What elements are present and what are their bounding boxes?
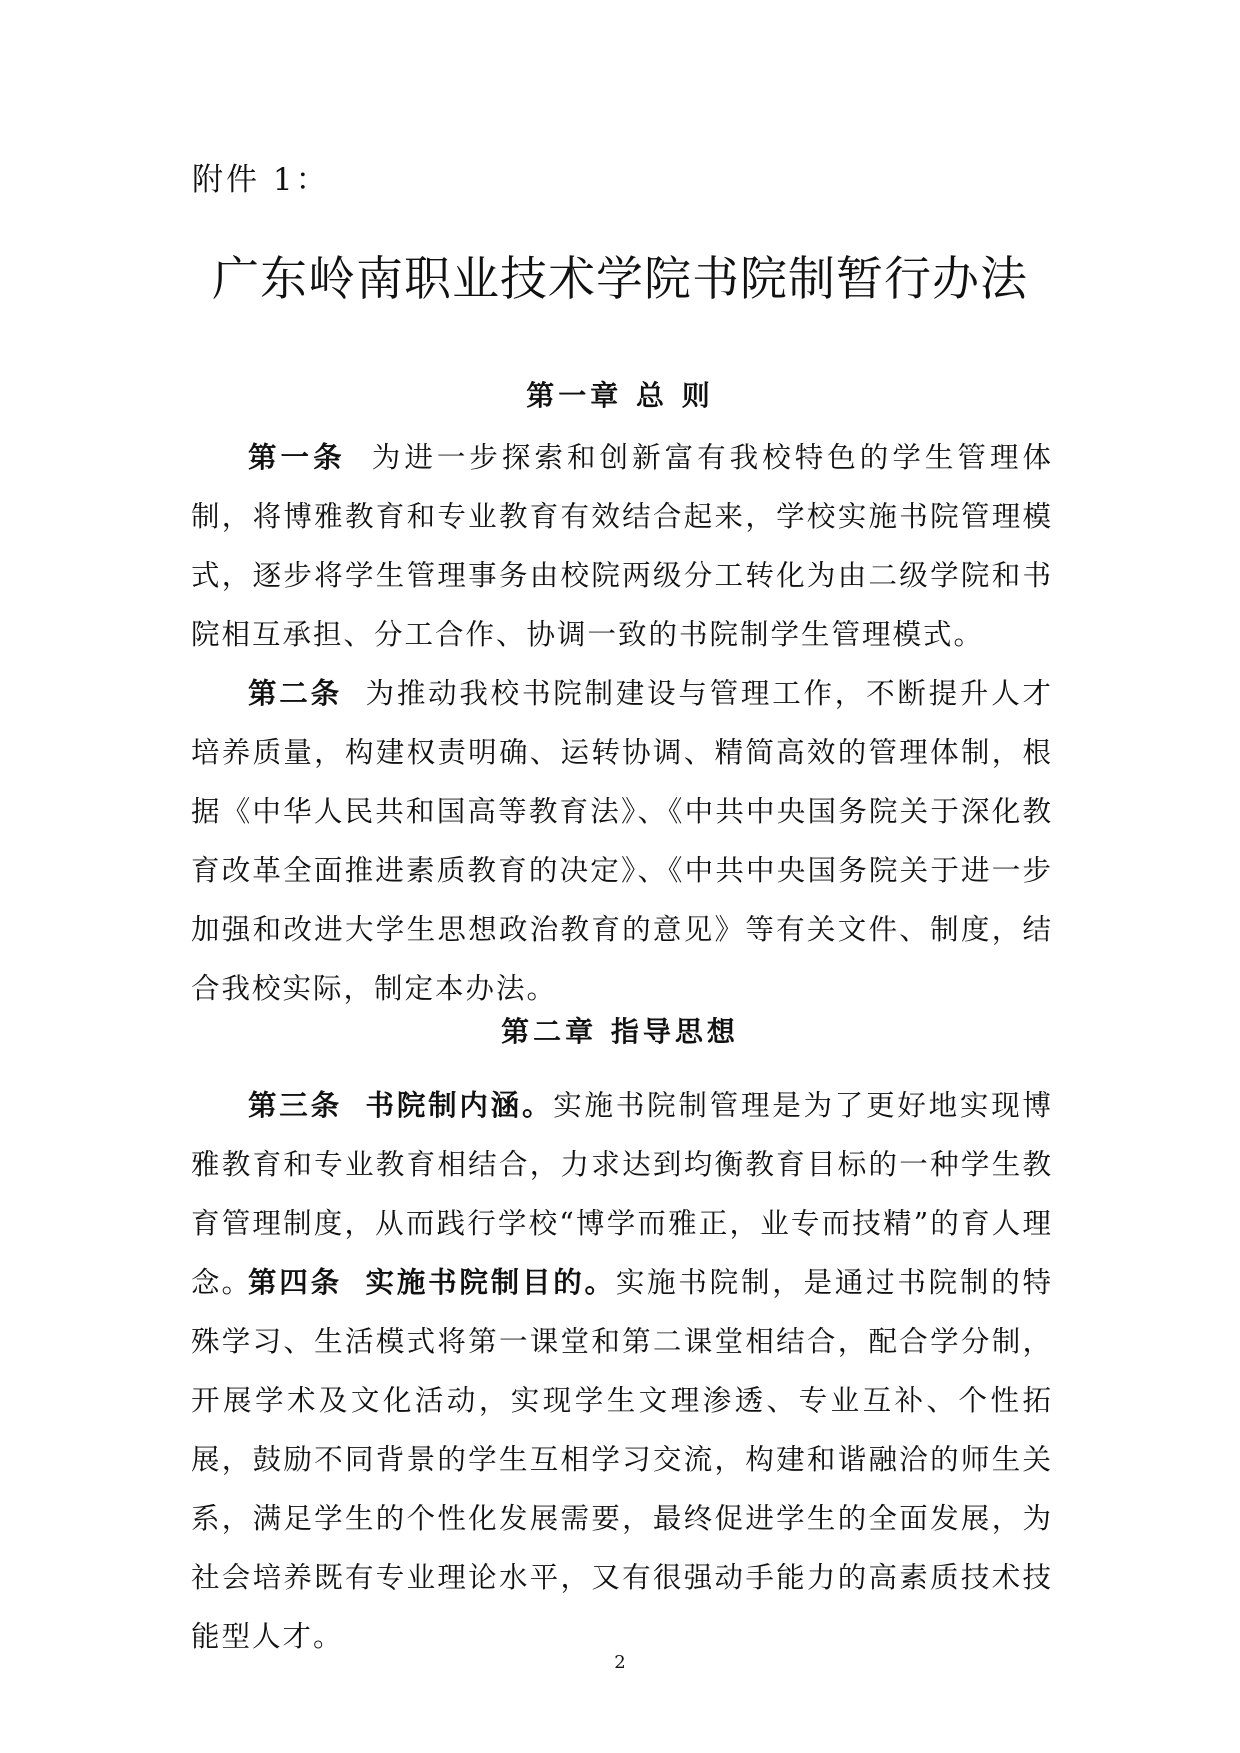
article-3-label: 第三条 xyxy=(248,1089,342,1122)
page-number: 2 xyxy=(614,1652,626,1673)
article-4-heading: 实施书院制目的。 xyxy=(365,1266,616,1299)
article-2-label: 第二条 xyxy=(248,677,342,710)
article-4 xyxy=(191,1253,1053,1666)
article-2-text: 为推动我校书院制建设与管理工作，不断提升人才培养质量，构建权责明确、运转协调、精简高效的管理体制，根据《中华人民共和国高等教育法》、《中共中央国务院关于深化教育改革全面推进素质教育的决定》、《中共中央国务院关于进一步加强和改进大学生思想政治教育的意见》等有关文件、制度，结合我校实际，制定本办法。 xyxy=(191,677,1053,1005)
chapter-1-heading: 第一章 总 则 xyxy=(526,379,714,412)
article-4-label: 第四条 xyxy=(248,1266,342,1299)
article-1-text: 为进一步探索和创新富有我校特色的学生管理体制，将博雅教育和专业教育有效结合起来，学校实施书院管理模式，逐步将学生管理事务由校院两级分工转化为由二级学院和书院相互承担、分工合作、协调一致的书院制学生管理模式。 xyxy=(191,441,1053,651)
attachment-label: 附件 1： xyxy=(192,162,330,198)
article-1-label: 第一条 xyxy=(248,441,346,474)
article-1 xyxy=(191,428,1053,664)
article-3-text: 实施书院制管理是为了更好地实现博雅教育和专业教育相结合，力求达到均衡教育目标的一种学生教育管理制度，从而践行学校“博学而雅正，业专而技精”的育人理念。 xyxy=(191,1089,1053,1299)
document-title: 广东岭南职业技术学院书院制暂行办法 xyxy=(212,252,1028,307)
article-2 xyxy=(191,664,1053,1018)
chapter-2-heading: 第二章 指导思想 xyxy=(501,1015,739,1048)
article-4-text: 实施书院制，是通过书院制的特殊学习、生活模式将第一课堂和第二课堂相结合，配合学分制，开展学术及文化活动，实现学生文理渗透、专业互补、个性拓展，鼓励不同背景的学生互相学习交流，构建和谐融洽的师生关系，满足学生的个性化发展需要，最终促进学生的全面发展，为社会培养既有专业理论水平，又有很强动手能力的高素质技术技能型人才。 xyxy=(191,1266,1053,1653)
article-3-heading: 书院制内涵。 xyxy=(365,1089,554,1122)
